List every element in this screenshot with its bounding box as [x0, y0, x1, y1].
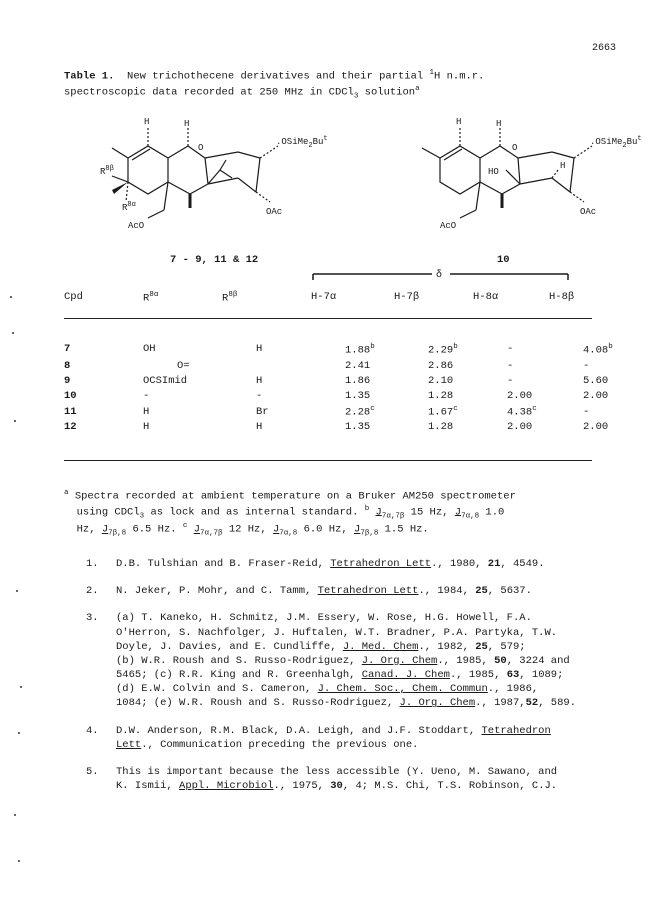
- cell-h8a: [507, 359, 583, 374]
- caption-line2b: solution: [358, 86, 416, 99]
- coupling-j6: J: [354, 523, 361, 536]
- cell-value: 10: [64, 390, 77, 403]
- cell-value: 2.00: [507, 421, 533, 434]
- reference-number: 1.: [86, 558, 99, 570]
- cell-value: Br: [256, 405, 269, 418]
- header-h8b: H-8β: [549, 291, 575, 303]
- reference-pages: , 4; M.S. Chi, T.S. Robinson, C.J.: [342, 780, 558, 793]
- footnote-b-mark: b: [364, 504, 370, 513]
- cell-r8b: [256, 340, 345, 359]
- cell-value: 2.10: [428, 375, 454, 388]
- table-top-rule: [64, 318, 592, 319]
- reference-year: ., 1982,: [418, 640, 476, 653]
- cell-h8a: [507, 340, 583, 359]
- right-structure-caption: 10: [497, 254, 510, 266]
- cell-value: 1.28: [428, 390, 454, 403]
- coupling-j6-sub: 7β,8: [360, 529, 379, 538]
- delta-bracket-lines: [312, 268, 570, 280]
- cell-h7a: [345, 359, 428, 374]
- reference-list: [64, 557, 644, 806]
- cell-r8a: [143, 404, 256, 420]
- cell-h8b: [583, 374, 626, 389]
- reference-journal: J. Org. Chem: [361, 654, 438, 667]
- cell-value: -: [143, 390, 150, 403]
- cell-r8b: [256, 374, 345, 389]
- coupling-j5-val: 6.0 Hz,: [297, 523, 354, 536]
- cell-value: -: [256, 390, 263, 403]
- left-h2: H: [144, 118, 150, 127]
- cell-value: 12: [64, 421, 77, 434]
- cell-value: H: [256, 421, 263, 434]
- scan-mark: [18, 732, 20, 734]
- table-label: Table 1.: [64, 70, 115, 83]
- cell-r8a: [143, 359, 256, 374]
- left-structure-caption: 7 - 9, 11 & 12: [170, 254, 259, 266]
- reference-line: (d) E.W. Colvin and S. Cameron,: [116, 683, 318, 696]
- cell-cpd: [64, 359, 143, 374]
- cell-value: H: [256, 375, 263, 388]
- reference-year: ., 1985,: [449, 669, 507, 682]
- cell-value: H: [143, 405, 150, 418]
- cell-r8b: [256, 359, 345, 374]
- reference-1: [64, 557, 644, 571]
- coupling-j5-sub: 7α,8: [279, 529, 298, 538]
- cell-h8b: [583, 404, 626, 420]
- caption-line1b: H n.m.r.: [434, 70, 485, 83]
- reference-volume: 50: [494, 654, 507, 667]
- cell-value: 5.60: [583, 375, 609, 388]
- right-h1: H: [496, 119, 502, 129]
- right-h2: H: [456, 118, 462, 127]
- footnote-line2b: as lock and as internal standard.: [144, 506, 365, 519]
- cell-superscript: c: [453, 405, 458, 413]
- caption-line1a: New trichothecene derivatives and their partial: [127, 70, 430, 83]
- scan-mark: [18, 860, 20, 862]
- cell-h8a: [507, 404, 583, 420]
- reference-pages: , 1089;: [519, 669, 564, 682]
- footnote-a-mark: a: [64, 489, 69, 497]
- reference-journal: J. Med. Chem: [342, 640, 419, 653]
- cell-value: 2.86: [428, 360, 454, 373]
- scan-mark: [20, 686, 22, 688]
- reference-number: 3.: [86, 612, 99, 625]
- scan-mark: [16, 590, 18, 592]
- coupling-j1-val: 15 Hz,: [404, 506, 455, 519]
- reference-volume: 30: [330, 780, 343, 793]
- cell-h7b: [428, 404, 507, 420]
- coupling-j1-sub: 7α,7β: [381, 512, 405, 521]
- table-bottom-rule: [64, 460, 592, 461]
- coupling-j1: J: [375, 506, 382, 519]
- cell-h8a: [507, 420, 583, 435]
- coupling-j4-val: 12 Hz,: [222, 523, 273, 536]
- cell-h7b: [428, 374, 507, 389]
- reference-note: ., Communication preceding the previous one.: [141, 738, 419, 751]
- reference-journal: J. Org. Chem: [399, 697, 476, 710]
- cell-value: 2.00: [583, 421, 609, 434]
- footnote-line3: Hz,: [76, 523, 102, 536]
- cell-h7b: [428, 389, 507, 404]
- cell-value: 8: [64, 360, 71, 373]
- cell-cpd: [64, 389, 143, 404]
- cell-h8b: [583, 420, 626, 435]
- right-aco: AcO: [440, 221, 457, 231]
- caption-sub3: 3: [353, 92, 359, 101]
- reference-pages: , 579;: [487, 640, 526, 653]
- reference-volume: 25: [475, 585, 488, 598]
- cell-value: 1.35: [345, 390, 371, 403]
- right-ho: HO: [488, 167, 499, 177]
- coupling-j3: J: [101, 523, 109, 536]
- cell-r8a: [143, 374, 256, 389]
- reference-pages: , 5637.: [487, 585, 532, 598]
- table-caption: [64, 68, 624, 101]
- cell-r8b: [256, 404, 345, 420]
- cell-h8a: [507, 374, 583, 389]
- header-r8a: $R^{8\alpha}$: [143, 291, 159, 305]
- table-row: [64, 340, 626, 359]
- cell-cpd: [64, 404, 143, 420]
- scan-mark: [14, 420, 16, 422]
- cell-h7a: [345, 404, 428, 420]
- cell-value: -: [583, 405, 590, 418]
- table-row: [64, 404, 626, 420]
- reference-line: 5465; (c) R.R. King and R. Greenhalgh,: [116, 669, 362, 682]
- cell-value: 4.08: [583, 344, 609, 357]
- cell-h8a: [507, 389, 583, 404]
- cell-value: -: [507, 375, 514, 388]
- reference-journal: J. Chem. Soc., Chem. Commun: [317, 683, 488, 696]
- coupling-j4-sub: 7α,7β: [200, 529, 223, 538]
- header-r8b: $R^{8\beta}$: [222, 291, 238, 305]
- right-structure: [422, 126, 592, 218]
- cell-r8a: [143, 389, 256, 404]
- reference-authors: D.W. Anderson, R.M. Black, D.A. Leigh, and J.F. Stoddart,: [116, 724, 482, 737]
- cell-h7a: [345, 374, 428, 389]
- left-oac: OAc: [266, 207, 283, 217]
- header-cpd: Cpd: [64, 291, 83, 303]
- coupling-j2-val: 1.0: [479, 506, 505, 519]
- caption-sup-a: a: [415, 84, 420, 93]
- cell-superscript: b: [453, 342, 458, 351]
- left-osime: $.OSiMe_2Bu^t$: [276, 135, 328, 150]
- cell-value: H: [256, 343, 263, 356]
- cell-h7b: [428, 420, 507, 435]
- cell-r8a: [143, 420, 256, 435]
- cell-value: -: [507, 343, 514, 356]
- caption-line2a: spectroscopic data recorded at 250 MHz in CDCl: [64, 86, 354, 99]
- cell-value: 1.86: [345, 375, 371, 388]
- scan-mark: [14, 814, 16, 816]
- table-row: [64, 420, 626, 435]
- reference-volume: 63: [506, 669, 520, 682]
- cell-value: 2.41: [345, 360, 371, 373]
- reference-pages: , 589.: [538, 697, 577, 710]
- cell-superscript: c: [370, 405, 375, 413]
- header-h8a: H-8α: [473, 291, 499, 303]
- scan-mark: [10, 296, 12, 298]
- cell-cpd: [64, 374, 143, 389]
- reference-year: ., 1975,: [273, 780, 331, 793]
- cell-r8b: [256, 420, 345, 435]
- header-h7b: H-7β: [394, 291, 420, 303]
- left-r8a: $R^{8\alpha}$: [122, 201, 136, 213]
- coupling-j3-val: 6.5 Hz.: [126, 523, 183, 536]
- table-row: [64, 389, 626, 404]
- cell-value: 9: [64, 375, 71, 388]
- cell-h7b: [428, 340, 507, 359]
- delta-symbol: δ: [436, 270, 443, 280]
- header-h7a: H-7α: [311, 291, 337, 303]
- right-osime: $.OSiMe_2Bu^t$: [590, 135, 642, 150]
- reference-number: 2.: [86, 585, 99, 598]
- footnote-c-mark: c: [182, 522, 188, 531]
- cell-value: 1.28: [428, 421, 454, 434]
- reference-line: Doyle, J. Davies, and E. Cundliffe,: [116, 640, 343, 653]
- reference-line: (b) W.R. Roush and S. Russo-Rodriguez,: [116, 654, 362, 667]
- cell-value: 4.38: [507, 406, 533, 419]
- cell-superscript: b: [608, 342, 613, 351]
- left-h1: H: [184, 119, 190, 129]
- cell-h7a: [345, 389, 428, 404]
- reference-5: [64, 765, 644, 793]
- reference-year: ., 1980,: [431, 558, 488, 570]
- caption-sup1: 1: [429, 69, 434, 77]
- cell-cpd: [64, 420, 143, 435]
- table-row: [64, 359, 626, 374]
- delta-bracket: [312, 268, 570, 280]
- left-aco: AcO: [128, 221, 145, 231]
- coupling-j5: J: [272, 523, 280, 536]
- right-h3: H: [560, 161, 566, 171]
- cell-value: 2.28: [345, 406, 371, 419]
- reference-line: 1084; (e) W.R. Roush and S. Russo-Rodriguez,: [116, 697, 400, 710]
- reference-authors: K. Ismii,: [116, 780, 180, 793]
- reference-journal: Appl. Microbiol: [179, 780, 274, 793]
- cell-h8b: [583, 359, 626, 374]
- cell-h7a: [345, 420, 428, 435]
- reference-journal: Tetrahedron Lett: [330, 558, 432, 570]
- footnote-line2: using CDCl: [76, 506, 140, 519]
- left-o1: O: [198, 143, 204, 153]
- right-oac: OAc: [580, 207, 597, 217]
- footnote-a-text: Spectra recorded at ambient temperature on a Bruker AM250 spectrometer: [68, 490, 516, 503]
- coupling-j6-val: 1.5 Hz.: [378, 523, 429, 536]
- cell-value: 2.00: [583, 390, 609, 403]
- cell-value: 2.29: [428, 344, 454, 357]
- coupling-j2-sub: 7α,8: [461, 512, 480, 521]
- reference-journal: Lett: [116, 738, 142, 751]
- reference-number: 4.: [86, 724, 99, 737]
- coupling-j2: J: [454, 506, 462, 519]
- reference-journal: Canad. J. Chem: [361, 669, 450, 682]
- reference-year: ., 1984,: [418, 585, 476, 598]
- cell-value: H: [143, 421, 150, 434]
- table-footnote: [64, 488, 624, 539]
- left-r8b: $R^{8\beta}$: [100, 165, 114, 177]
- cell-value: -: [507, 360, 514, 373]
- scan-mark: [12, 332, 14, 334]
- cell-h8b: [583, 340, 626, 359]
- cell-value: 2.00: [507, 390, 533, 403]
- reference-authors: N. Jeker, P. Mohr, and C. Tamm,: [116, 585, 318, 598]
- reference-year: ., 1985,: [437, 654, 495, 667]
- cell-h7b: [428, 359, 507, 374]
- cell-value: OCSImid: [143, 375, 188, 388]
- cell-value: 1.67: [428, 406, 454, 419]
- cell-r8a: [143, 340, 256, 359]
- cell-value: 11: [64, 405, 77, 418]
- reference-year: ., 1987,: [475, 697, 526, 710]
- footnote-sub3: 3: [139, 512, 145, 521]
- cell-value: O=: [177, 360, 190, 373]
- reference-number: 5.: [86, 765, 99, 778]
- cell-h7a: [345, 340, 428, 359]
- table-row: [64, 374, 626, 389]
- reference-volume: 52: [525, 697, 539, 710]
- page-number: 2663: [592, 43, 617, 54]
- reference-line: O'Herron, S. Nachfolger, J. Huftalen, W.T. Bradner, P.A. Partyka, T.W.: [116, 626, 558, 639]
- cell-r8b: [256, 389, 345, 404]
- coupling-j3-sub: 7β,8: [108, 529, 127, 538]
- cell-value: OH: [143, 343, 156, 356]
- reference-line: (a) T. Kaneko, H. Schmitz, J.M. Essery, W. Rose, H.G. Howell, F.A.: [116, 612, 532, 625]
- reference-pages: , 4549.: [500, 558, 545, 570]
- cell-superscript: c: [532, 405, 537, 413]
- reference-authors: D.B. Tulshian and B. Fraser-Reid,: [116, 558, 331, 570]
- cell-cpd: [64, 340, 143, 359]
- reference-volume: 21: [487, 558, 501, 570]
- cell-value: 1.88: [345, 344, 371, 357]
- cell-value: 7: [64, 343, 71, 356]
- nmr-data-table: [64, 340, 626, 435]
- reference-2: [64, 584, 644, 598]
- coupling-j4: J: [193, 523, 201, 536]
- reference-year: ., 1986,: [487, 683, 539, 696]
- cell-value: -: [583, 360, 590, 373]
- reference-journal: Tetrahedron: [481, 724, 551, 737]
- cell-h8b: [583, 389, 626, 404]
- reference-volume: 25: [475, 640, 488, 653]
- cell-value: 1.35: [345, 421, 371, 434]
- reference-journal: Tetrahedron Lett: [317, 585, 419, 598]
- chemical-structures: [60, 118, 660, 278]
- reference-3: [64, 611, 644, 710]
- structure-drawings: [60, 118, 660, 278]
- reference-line: This is important because the less accessible (Y. Ueno, M. Sawano, and: [116, 765, 558, 778]
- cell-superscript: b: [370, 342, 375, 351]
- right-o1: O: [512, 143, 518, 153]
- left-structure: [112, 126, 278, 218]
- reference-pages: , 3224 and: [506, 654, 570, 667]
- reference-4: [64, 724, 644, 752]
